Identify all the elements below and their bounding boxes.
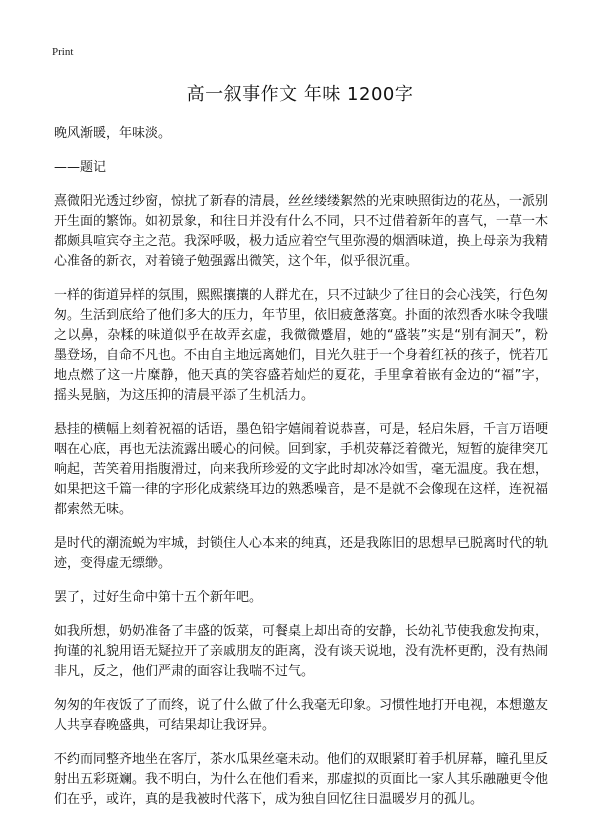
page-title: 高一叙事作文 年味 1200字 <box>186 84 414 105</box>
article-paragraph: 悬挂的横幅上刻着祝福的话语，墨色铅字嬉闹着说恭喜，可是，轻启朱唇，千言万语哽咽在心底，再也无法流露出暖心的问候。回到家，手机荧幕泛着微光，短暂的旋律突兀响起，苦笑着用指腹滑过，向来我所珍爱的文字此时却冰冷如雪，毫无温度。我在想，如果把这千篇一律的字形化成萦绕耳边的熟悉噪音，是不是就不会像现在这样，连祝福都索然无味。 <box>54 422 549 517</box>
article-paragraph: 晚风渐暖，年味淡。 <box>54 126 172 141</box>
article-paragraph: 罢了，过好生命中第十五个新年吧。 <box>54 590 263 605</box>
article-paragraph: ——题记 <box>54 160 107 175</box>
article-body <box>54 124 548 824</box>
article-paragraph: 熹微阳光透过纱窗，惊扰了新春的清晨，丝丝缕缕絮然的光束映照街边的花丛，一派别开生面的繁饰。如初景象，和往日并没有什么不同，只不过借着新年的喜气，一草一木都颇具喧宾夺主之范。我深呼吸，极力适应着空气里弥漫的烟酒味道，换上母亲为我精心准备的新衣，对着镜子勉强露出微笑，这个年，似乎很沉重。 <box>54 194 549 269</box>
article-paragraph: 如我所想，奶奶准备了丰盛的饭菜，可餐桌上却出奇的安静，长幼礼节使我愈发拘束，拘谨的礼貌用语无疑拉开了亲戚朋友的距离，没有谈天说地，没有洗杯更酌，没有热闹非凡，反之，他们严肃的面容让我喘不过气。 <box>54 624 549 679</box>
article-paragraph: 一样的街道异样的氛围，熙熙攘攘的人群尤在，只不过缺少了往日的会心浅笑，行色匆匆。生活到底给了他们多大的压力，年节里，依旧疲惫落寞。扑面的浓烈香水味令我嗤之以鼻，杂糅的味道似乎在故弄玄虚，我微微蹙眉，她的“盛装”实是“别有洞天”，粉墨登场，自命不凡也。不由自主地远离她们，目光久驻于一个身着红袄的孩子，恍若兀地点燃了这一片糜静，他天真的笑容盛若灿烂的夏花，手里拿着嵌有金边的“福”字，摇头晃脑，为这压抑的清晨平添了生机活力。 <box>54 288 549 403</box>
print-link[interactable]: Print <box>52 46 74 58</box>
article-paragraph: 是时代的潮流蜕为牢城，封锁住人心本来的纯真，还是我陈旧的思想早已脱离时代的轨迹，变得虚无缥缈。 <box>54 536 549 571</box>
article-paragraph: 匆匆的年夜饭了了而终，说了什么做了什么我毫无印象。习惯性地打开电视，本想邀友人共享春晚盛典，可结果却让我讶异。 <box>54 698 549 733</box>
article-paragraph: 不约而同整齐地坐在客厅，茶水瓜果丝毫未动。他们的双眼紧盯着手机屏幕，瞳孔里反射出五彩斑斓。我不明白，为什么在他们看来，那虚拟的页面比一家人其乐融融更令他们在乎，或许，真的是我被时代落下，成为独自回忆往日温暖岁月的孤儿。 <box>54 752 549 807</box>
